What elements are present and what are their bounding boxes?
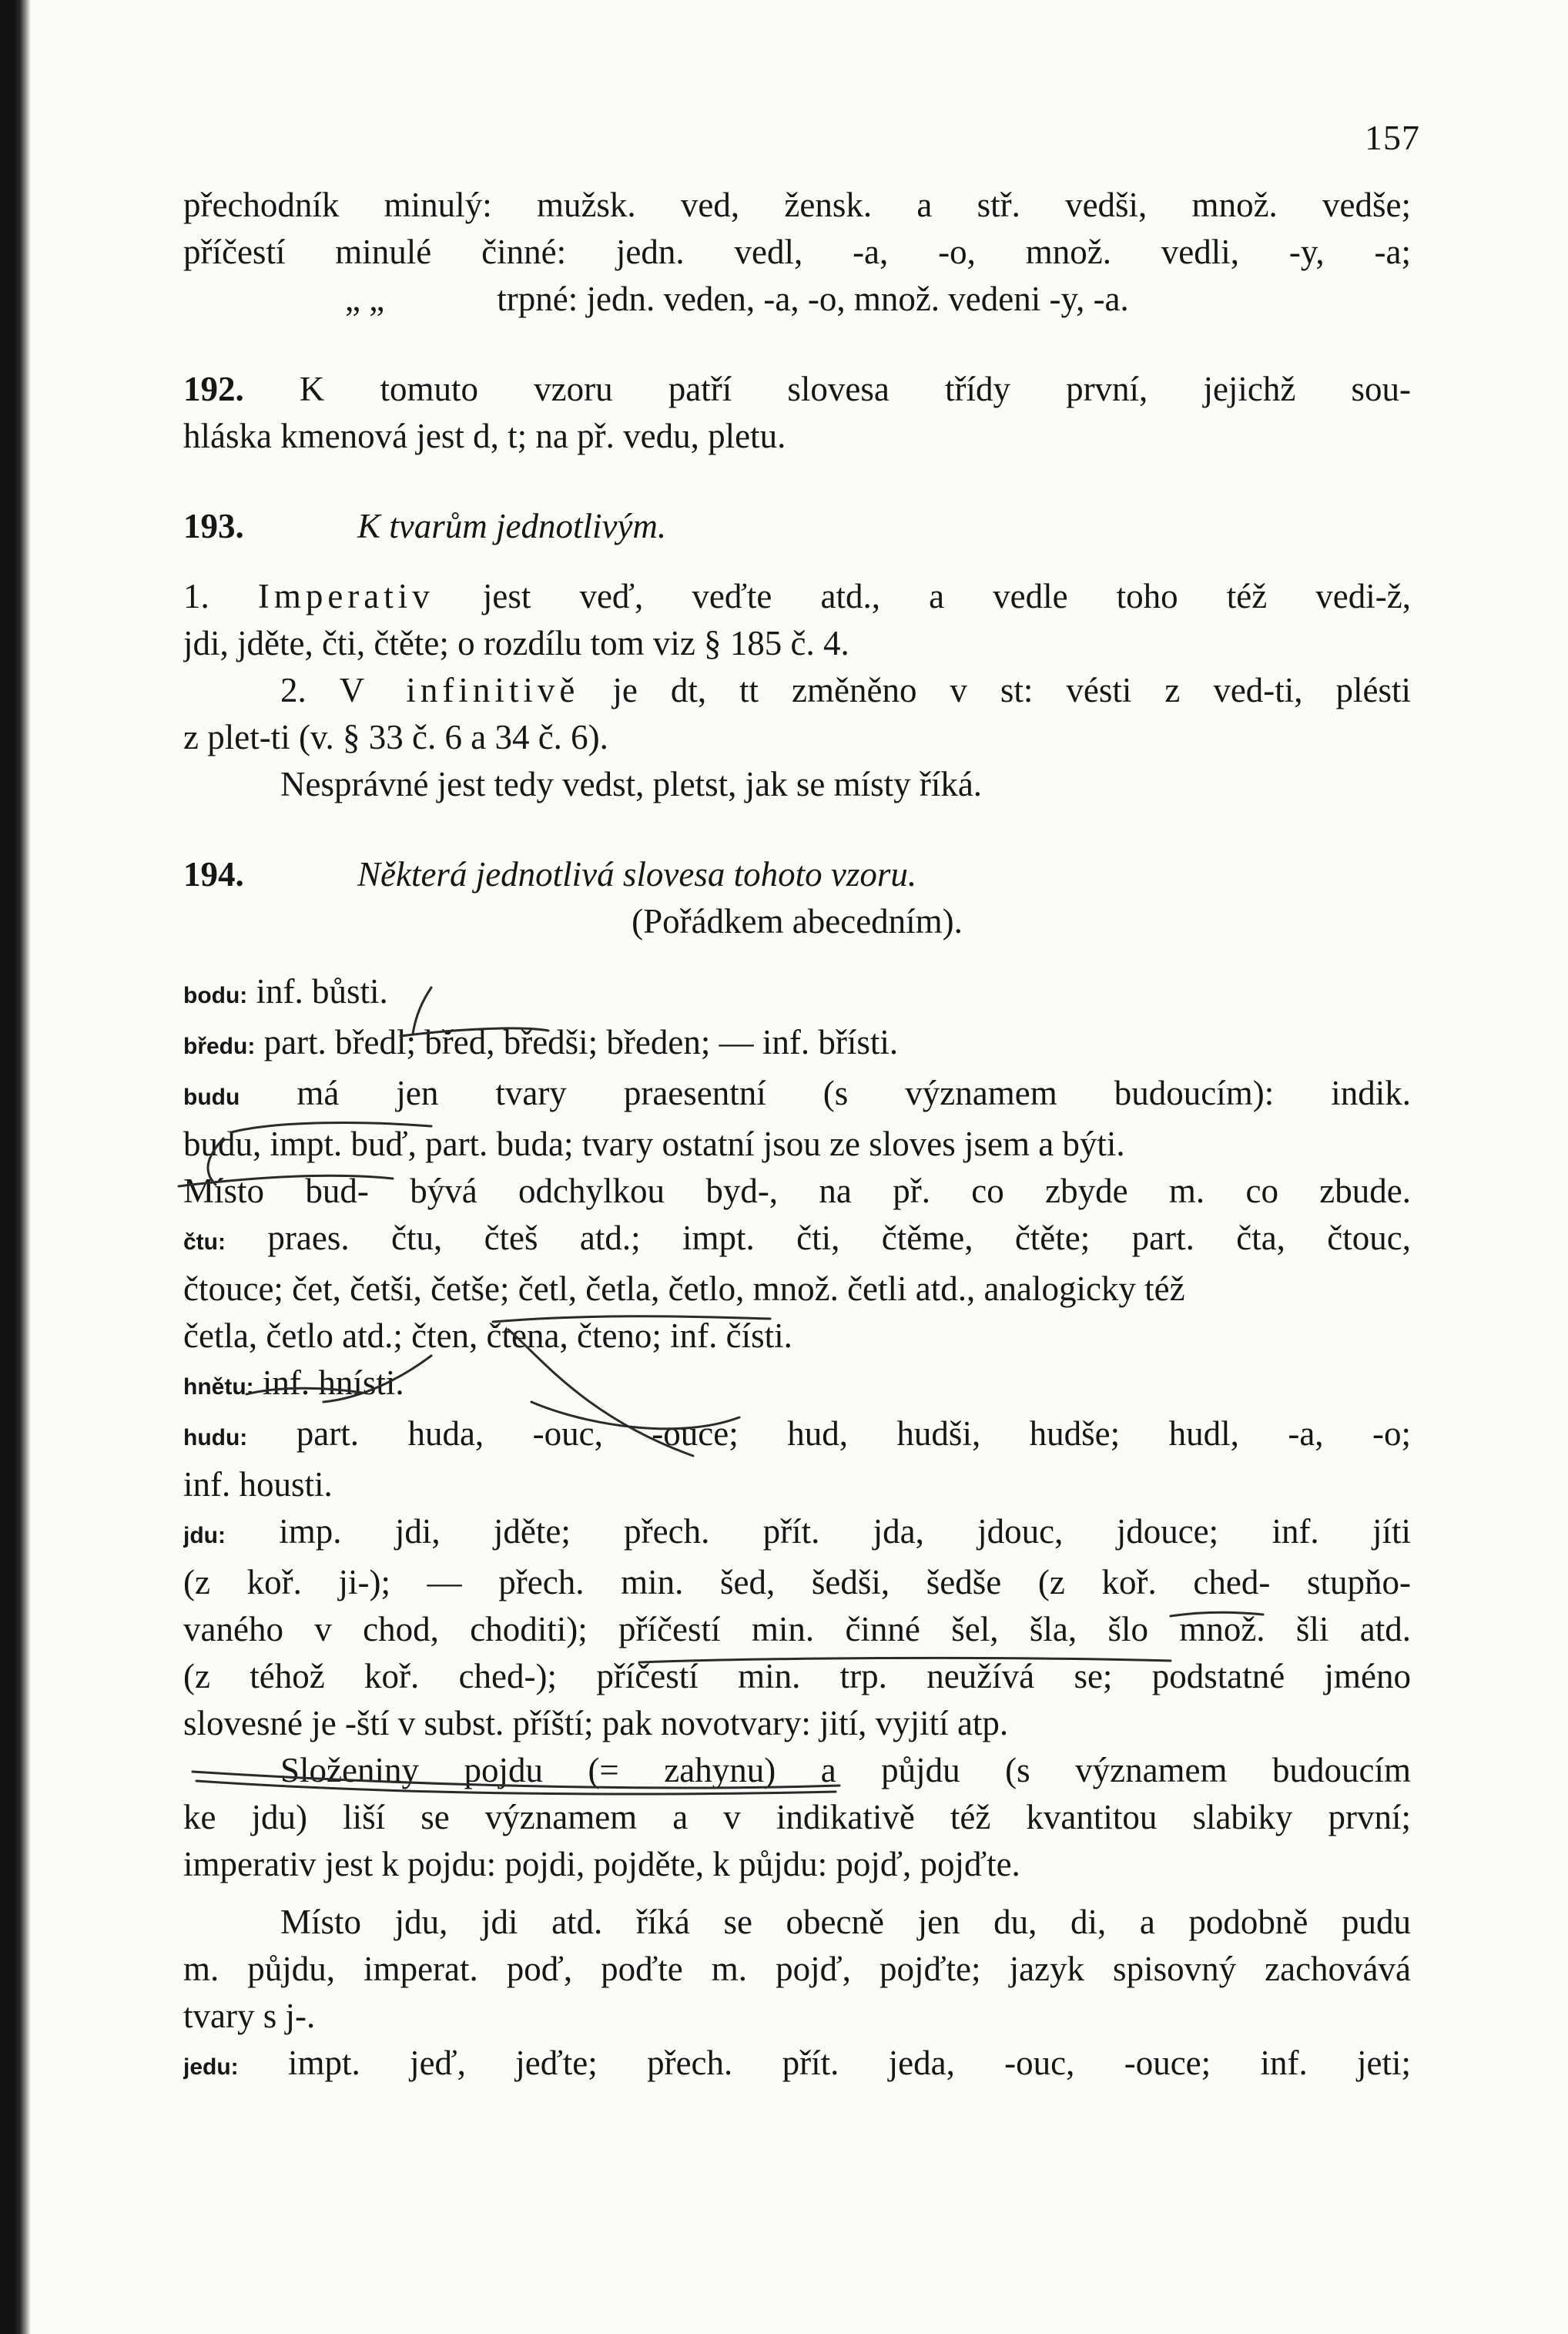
entry-line: vaného v chod, choditi); příčestí min. činné šel, šla, šlo množ. šli atd.	[183, 1610, 1411, 1648]
dictionary-entry	[183, 1215, 1411, 1266]
section-number: 193.	[183, 507, 244, 545]
section-title: K tvarům jednotlivým.	[357, 507, 667, 545]
entry-line: budu, impt. buď, part. buda; tvary ostatní jsou ze sloves jsem a býti.	[183, 1125, 1125, 1163]
paragraph-line: imperativ jest k pojdu: pojdi, pojděte, k půjdu: pojď, pojďte.	[183, 1845, 1020, 1883]
text-span: jest veď, veďte atd., a vedle toho též vedi-ž,	[482, 577, 1411, 615]
section-subtitle: (Pořádkem abecedním).	[632, 902, 963, 941]
paragraph-line: ke jdu) liší se významem a v indikativě též kvantitou slabiky první;	[183, 1798, 1411, 1836]
text-span: K tomuto vzoru patří slovesa třídy první, jejichž sou-	[299, 370, 1411, 408]
entry-line: inf. housti.	[183, 1465, 333, 1504]
entry-headword: jedu:	[183, 2054, 239, 2080]
entry-text: impt. jeď, jeďte; přech. přít. jeda, -ouc, -ouce; inf. jeti;	[288, 2044, 1411, 2082]
entry-text: part. huda, -ouc, -ouce; hud, hudši, hudše; hudl, -a, -o;	[296, 1414, 1411, 1453]
entry-text: part. bředl; břed, bředši; bředen; — inf. břísti.	[263, 1023, 899, 1061]
entry-headword: bodu:	[183, 983, 248, 1008]
scan-page-edge	[0, 0, 31, 2334]
text-line: přechodník minulý: mužsk. ved, žensk. a stř. vedši, množ. vedše;	[183, 186, 1411, 224]
dictionary-entry	[183, 1410, 1411, 1461]
paragraph-line: m. půjdu, imperat. poď, poďte m. pojď, pojďte; jazyk spisovný zachovává	[183, 1950, 1411, 1988]
entry-line: čtouce; čet, četši, četše; četl, četla, četlo, množ. četli atd., analogicky též	[183, 1269, 1185, 1308]
dictionary-entry	[183, 1508, 1411, 1559]
text-line: příčestí minulé činné: jedn. vedl, -a, -o, množ. vedli, -y, -a;	[183, 233, 1411, 271]
term: V infinitivě	[339, 671, 580, 709]
dictionary-entry	[183, 1360, 1411, 1410]
text-span: je dt, tt změněno v st: vésti z ved-ti, plésti	[612, 671, 1411, 709]
section-194-heading	[183, 851, 1411, 898]
entry-line: Místo bud- bývá odchylkou byd-, na př. co zbyde m. co zbude.	[183, 1172, 1411, 1210]
paragraph-line: Místo jdu, jdi atd. říká se obecně jen du, di, a podobně pudu	[280, 1903, 1411, 1941]
entry-headword: jdu:	[183, 1523, 226, 1548]
paragraph-line: tvary s j-.	[183, 1997, 316, 2035]
section-193-heading	[183, 503, 1411, 550]
item-number: 1.	[183, 577, 209, 615]
text-line	[183, 276, 1411, 323]
text-line	[183, 667, 1411, 714]
entry-line: slovesné je -ští v subst. příští; pak novotvary: jití, vyjití atp.	[183, 1704, 1009, 1742]
entry-headword: čtu:	[183, 1229, 226, 1255]
page-number: 157	[1365, 118, 1420, 157]
entry-text: praes. čtu, čteš atd.; impt. čti, čtěme, čtěte; part. čta, čtouc,	[267, 1219, 1411, 1257]
dictionary-entry	[183, 968, 1411, 1019]
term: Imperativ	[257, 577, 434, 615]
entry-text: má jen tvary praesentní (s významem budoucím): indik.	[297, 1074, 1411, 1112]
text-line: z plet-ti (v. § 33 č. 6 a 34 č. 6).	[183, 718, 608, 756]
paragraph-line: Složeniny pojdu (= zahynu) a půjdu (s významem budoucím	[280, 1751, 1411, 1789]
dictionary-entry	[183, 1019, 1411, 1070]
entry-text: imp. jdi, jděte; přech. přít. jda, jdouc, jdouce; inf. jíti	[279, 1512, 1411, 1551]
entry-headword: budu	[183, 1085, 240, 1110]
entry-text: inf. hnísti.	[262, 1363, 404, 1402]
section-number: 192.	[183, 370, 244, 408]
text-line: jdi, jděte, čti, čtěte; o rozdílu tom viz § 185 č. 4.	[183, 624, 849, 662]
section-192-line	[183, 366, 1411, 413]
text-line: hláska kmenová jest d, t; na př. vedu, pletu.	[183, 417, 786, 455]
text-line: Nesprávné jest tedy vedst, pletst, jak se místy říká.	[280, 765, 983, 803]
entry-headword: bředu:	[183, 1034, 256, 1059]
entry-text: inf. bůsti.	[256, 972, 388, 1011]
entry-line: (z koř. ji-); — přech. min. šed, šedši, šedše (z koř. ched- stupňo-	[183, 1563, 1411, 1601]
ditto-marks: „ „	[345, 280, 385, 318]
text-span: trpné: jedn. veden, -a, -o, množ. vedeni -y, -a.	[497, 280, 1129, 318]
item-number: 2.	[280, 671, 307, 709]
section-number: 194.	[183, 855, 244, 894]
entry-headword: hudu:	[183, 1425, 248, 1450]
page-body	[183, 182, 1411, 2091]
entry-line: četla, četlo atd.; čten, čtena, čteno; inf. čísti.	[183, 1316, 792, 1355]
entry-headword: hnětu:	[183, 1374, 254, 1400]
text-line	[183, 573, 1411, 620]
section-title: Některá jednotlivá slovesa tohoto vzoru.	[357, 855, 917, 894]
entry-line: (z téhož koř. ched-); příčestí min. trp. neužívá se; podstatné jméno	[183, 1657, 1411, 1695]
dictionary-entry	[183, 1070, 1411, 1121]
dictionary-entry	[183, 2040, 1411, 2091]
